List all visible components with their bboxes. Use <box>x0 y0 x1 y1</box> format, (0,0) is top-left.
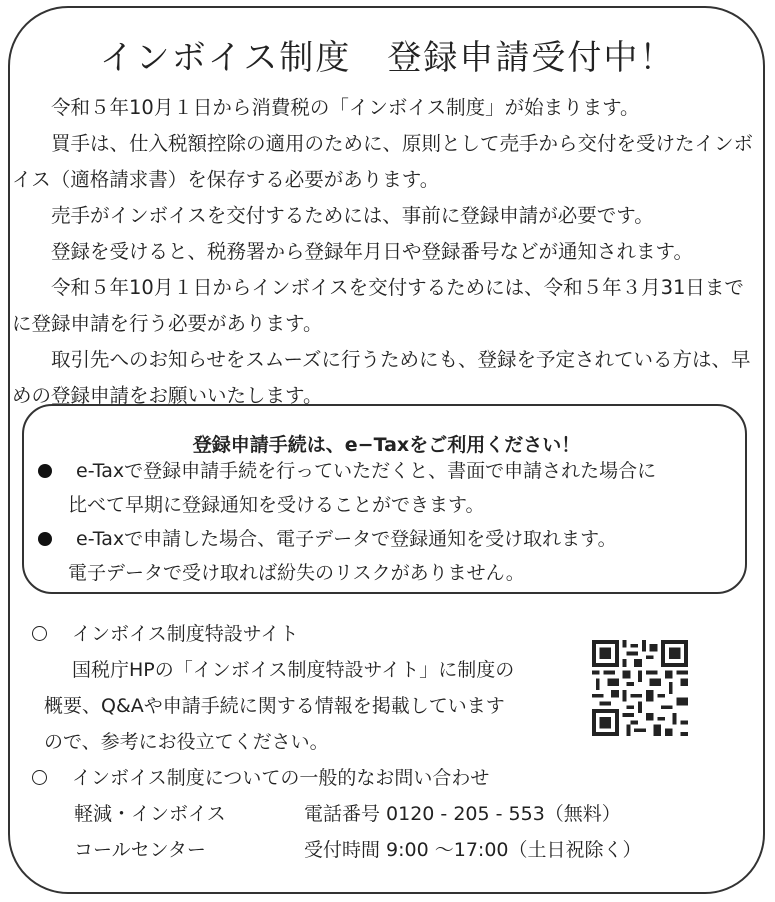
contact-row <box>74 796 621 832</box>
notice-bullet <box>38 522 738 590</box>
etax-notice-box <box>22 404 747 594</box>
contact-section <box>32 760 732 796</box>
intro-paragraph: 取引先へのお知らせをスムーズに行うためにも、登録を予定されている方は、早めの登録申請をお願いいたします。 <box>12 348 751 407</box>
bullet-text: e-Taxで登録申請手続を行っていただくと、書面で申請された場合に <box>76 460 657 482</box>
bullet-icon <box>38 464 52 478</box>
page-title: インボイス制度 登録申請受付中！ <box>99 38 676 78</box>
intro-text <box>12 90 757 414</box>
intro-paragraph: 令和５年10月１日から消費税の「インボイス制度」が始まります。 <box>51 96 640 119</box>
site-heading: インボイス制度特設サイト <box>72 623 299 645</box>
call-center-name: 軽減・インボイス <box>74 803 226 825</box>
intro-paragraph: 令和５年10月１日からインボイスを交付するためには、令和５年３月31日までに登録申請を行う必要があります。 <box>12 276 744 335</box>
contact-row <box>74 832 642 868</box>
qr-code-icon <box>592 640 688 736</box>
call-center-name: コールセンター <box>74 839 206 861</box>
circle-bullet-icon <box>32 626 47 641</box>
site-body-line: 国税庁HPの「インボイス制度特設サイト」に制度の <box>72 659 515 681</box>
notice-title: 登録申請手続は、e−Taxをご利用ください！ <box>192 434 581 456</box>
reception-hours: 受付時間 9:00 ～17:00（土日祝除く） <box>304 839 642 861</box>
bullet-icon <box>38 532 52 546</box>
contact-heading: インボイス制度についての一般的なお問い合わせ <box>72 767 490 789</box>
bullet-text: e-Taxで申請した場合、電子データで登録通知を受け取れます。 <box>76 528 617 550</box>
bullet-text: 電子データで受け取れば紛失のリスクがありません。 <box>68 562 525 584</box>
intro-paragraph: 売手がインボイスを交付するためには、事前に登録申請が必要です。 <box>51 204 654 227</box>
intro-paragraph: 買手は、仕入税額控除の適用のために、原則として売手から交付を受けたインボイス（適格請求書）を保存する必要があります。 <box>12 132 754 191</box>
phone-number: 電話番号 0120 - 205 - 553（無料） <box>304 803 621 825</box>
site-body-line: 概要、Q&Aや申請手続に関する情報を掲載しています <box>44 695 505 717</box>
circle-bullet-icon <box>32 770 47 785</box>
bullet-text: 比べて早期に登録通知を受けることができます。 <box>68 494 485 516</box>
intro-paragraph: 登録を受けると、税務署から登録年月日や登録番号などが通知されます。 <box>51 240 693 263</box>
notice-bullet <box>38 454 738 522</box>
site-section <box>32 616 592 760</box>
site-body-line: ので、参考にお役立てください。 <box>44 731 329 753</box>
